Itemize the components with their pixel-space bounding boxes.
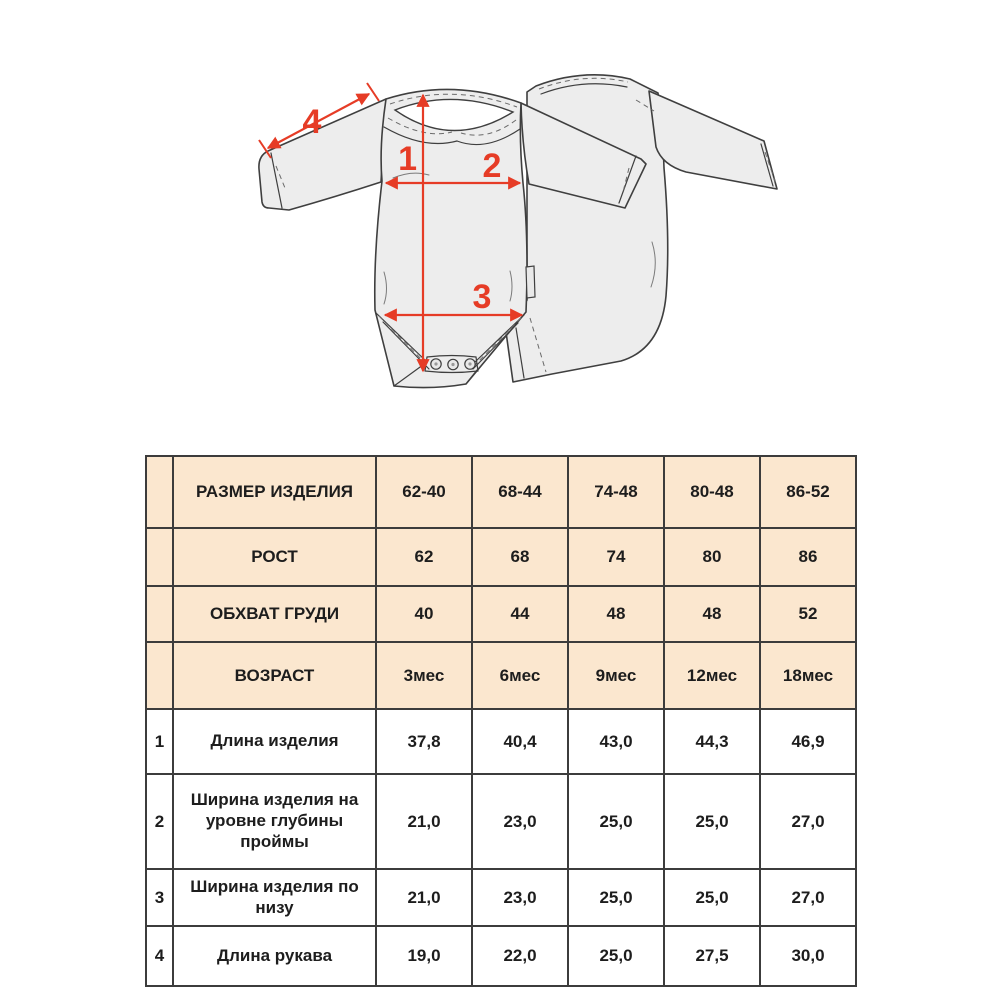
table-row-measure-4: [146, 926, 856, 986]
measure-label-2: 2: [482, 147, 502, 185]
cell: 40: [376, 586, 472, 642]
row-label: Ширина изделия по низу: [173, 869, 376, 926]
cell: 25,0: [568, 774, 664, 869]
cell: 3мес: [376, 642, 472, 709]
table-row-measure-2: [146, 774, 856, 869]
cell: 30,0: [760, 926, 856, 986]
cell: 44: [472, 586, 568, 642]
row-number-cell: 4: [146, 926, 173, 986]
cell: 25,0: [664, 869, 760, 926]
cell: 44,3: [664, 709, 760, 774]
cell: 25,0: [664, 774, 760, 869]
cell: 74: [568, 528, 664, 586]
cell: 27,0: [760, 869, 856, 926]
row-label: РОСТ: [173, 528, 376, 586]
size-table: [145, 455, 857, 987]
cell: 6мес: [472, 642, 568, 709]
corner-cell: [146, 586, 173, 642]
measure-label-3: 3: [472, 278, 492, 316]
cell: 23,0: [472, 869, 568, 926]
row-number-cell: 1: [146, 709, 173, 774]
cell: 40,4: [472, 709, 568, 774]
size-table-grid: [145, 455, 857, 987]
cell: 68-44: [472, 456, 568, 528]
table-row-age: [146, 642, 856, 709]
table-row-size: [146, 456, 856, 528]
cell: 80-48: [664, 456, 760, 528]
row-label: Длина рукава: [173, 926, 376, 986]
cell: 43,0: [568, 709, 664, 774]
table-row-measure-3: [146, 869, 856, 926]
corner-cell: [146, 642, 173, 709]
cell: 86: [760, 528, 856, 586]
cell: 9мес: [568, 642, 664, 709]
cell: 22,0: [472, 926, 568, 986]
row-label: РАЗМЕР ИЗДЕЛИЯ: [173, 456, 376, 528]
garment-diagram: [0, 0, 1000, 445]
cell: 74-48: [568, 456, 664, 528]
cell: 80: [664, 528, 760, 586]
cell: 21,0: [376, 869, 472, 926]
table-row-height: [146, 528, 856, 586]
measure-label-4: 4: [302, 103, 322, 141]
corner-cell: [146, 528, 173, 586]
cell: 37,8: [376, 709, 472, 774]
cell: 62-40: [376, 456, 472, 528]
cell: 18мес: [760, 642, 856, 709]
cell: 48: [568, 586, 664, 642]
row-label: ОБХВАТ ГРУДИ: [173, 586, 376, 642]
row-label: Длина изделия: [173, 709, 376, 774]
corner-cell: [146, 456, 173, 528]
row-label: Ширина изделия на уровне глубины проймы: [173, 774, 376, 869]
cell: 46,9: [760, 709, 856, 774]
measure-label-1: 1: [398, 140, 417, 178]
cell: 27,0: [760, 774, 856, 869]
cell: 62: [376, 528, 472, 586]
cell: 27,5: [664, 926, 760, 986]
row-number-cell: 3: [146, 869, 173, 926]
cell: 21,0: [376, 774, 472, 869]
side-tag: [526, 266, 535, 298]
table-row-chest: [146, 586, 856, 642]
row-number-cell: 2: [146, 774, 173, 869]
cell: 12мес: [664, 642, 760, 709]
cell: 86-52: [760, 456, 856, 528]
cell: 52: [760, 586, 856, 642]
cell: 25,0: [568, 869, 664, 926]
cell: 23,0: [472, 774, 568, 869]
cell: 25,0: [568, 926, 664, 986]
cell: 48: [664, 586, 760, 642]
table-row-measure-1: [146, 709, 856, 774]
row-label: ВОЗРАСТ: [173, 642, 376, 709]
cell: 19,0: [376, 926, 472, 986]
cell: 68: [472, 528, 568, 586]
